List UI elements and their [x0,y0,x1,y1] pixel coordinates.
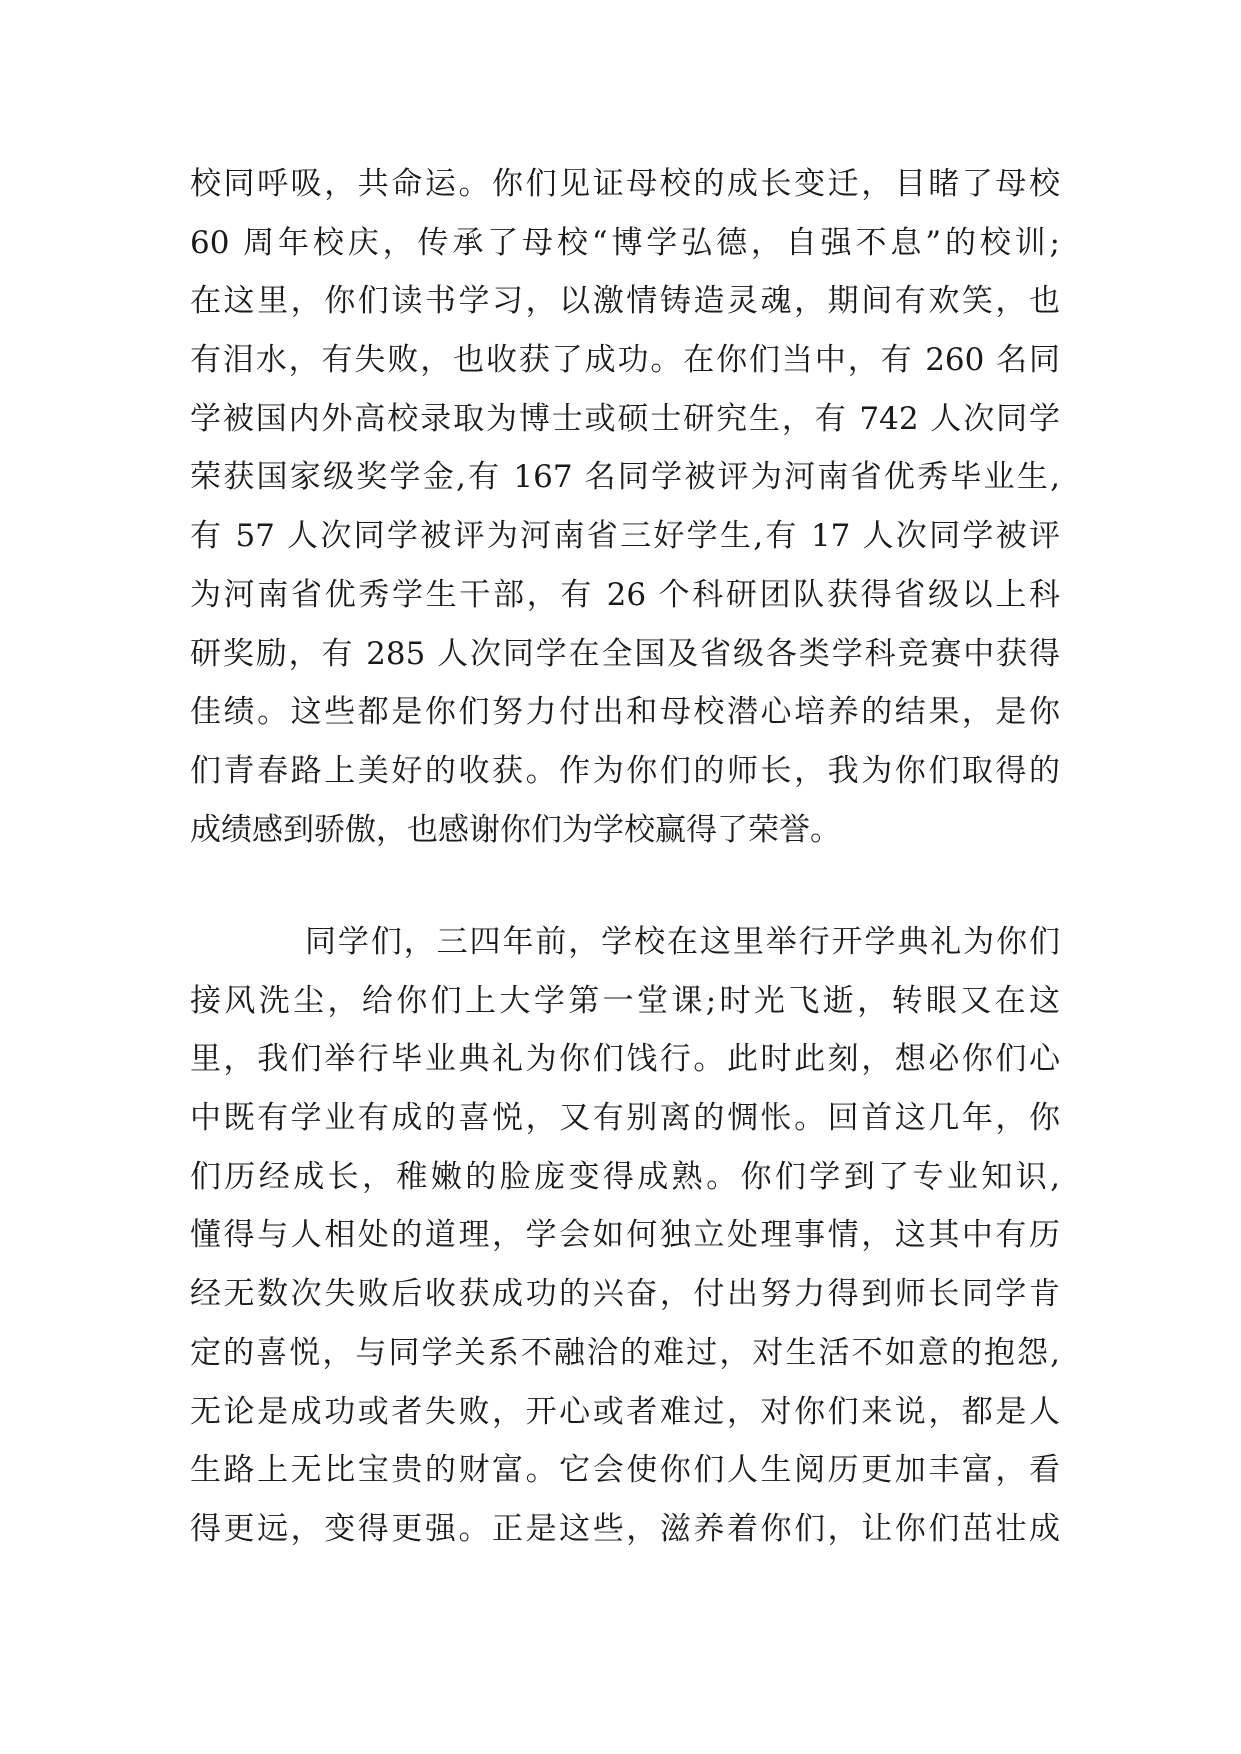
paragraph-1-line: 有 57 人次同学被评为河南省三好学生,有 17 人次同学被评 [190,518,1060,555]
paragraph-1-line: 学被国内外高校录取为博士或硕士研究生，有 742 人次同学 [190,400,1060,437]
paragraph-2 [190,913,1060,1559]
paragraph-1-line: 佳绩。这些都是你们努力付出和母校潜心培养的结果，是你 [190,694,1060,731]
paragraph-1-line: 们青春路上美好的收获。作为你们的师长，我为你们取得的 [190,752,1060,789]
paragraph-2-line: 们历经成长，稚嫩的脸庞变得成熟。你们学到了专业知识, [190,1158,1060,1195]
paragraph-1 [190,155,1060,859]
paragraph-2-line: 懂得与人相处的道理，学会如何独立处理事情，这其中有历 [190,1217,1060,1254]
paragraph-2-line: 得更远，变得更强。正是这些，滋养着你们，让你们茁壮成 [190,1510,1060,1547]
paragraph-2-line: 生路上无比宝贵的财富。它会使你们人生阅历更加丰富，看 [190,1452,1060,1489]
paragraph-1-line: 在这里，你们读书学习，以激情铸造灵魂，期间有欢笑，也 [190,283,1060,320]
paragraph-1-line: 荣获国家级奖学金,有 167 名同学被评为河南省优秀毕业生, [190,459,1060,496]
paragraph-2-line: 中既有学业有成的喜悦，又有别离的惆怅。回首这几年，你 [190,1100,1060,1137]
paragraph-2-line: 定的喜悦，与同学关系不融洽的难过，对生活不如意的抱怨, [190,1334,1060,1371]
paragraph-2-line: 接风洗尘，给你们上大学第一堂课;时光飞逝，转眼又在这 [190,982,1060,1019]
paragraph-2-line: 里，我们举行毕业典礼为你们饯行。此时此刻，想必你们心 [190,1041,1060,1078]
paragraph-2-line: 同学们，三四年前，学校在这里举行开学典礼为你们 [305,924,1060,960]
paragraph-1-line: 校同呼吸，共命运。你们见证母校的成长变迁，目睹了母校 [190,166,1060,202]
paragraph-1-line: 研奖励，有 285 人次同学在全国及省级各类学科竞赛中获得 [190,635,1060,672]
paragraph-1-line: 为河南省优秀学生干部，有 26 个科研团队获得省级以上科 [190,576,1060,613]
paragraph-1-line: 60 周年校庆，传承了母校“博学弘德，自强不息”的校训; [190,224,1060,261]
paragraph-2-line: 无论是成功或者失败，开心或者难过，对你们来说，都是人 [190,1393,1060,1430]
paragraph-1-line: 有泪水，有失败，也收获了成功。在你们当中，有 260 名同 [190,342,1060,379]
paragraph-2-line: 经无数次失败后收获成功的兴奋，付出努力得到师长同学肯 [190,1276,1060,1313]
paragraph-1-line: 成绩感到骄傲，也感谢你们为学校赢得了荣誉。 [190,811,841,848]
